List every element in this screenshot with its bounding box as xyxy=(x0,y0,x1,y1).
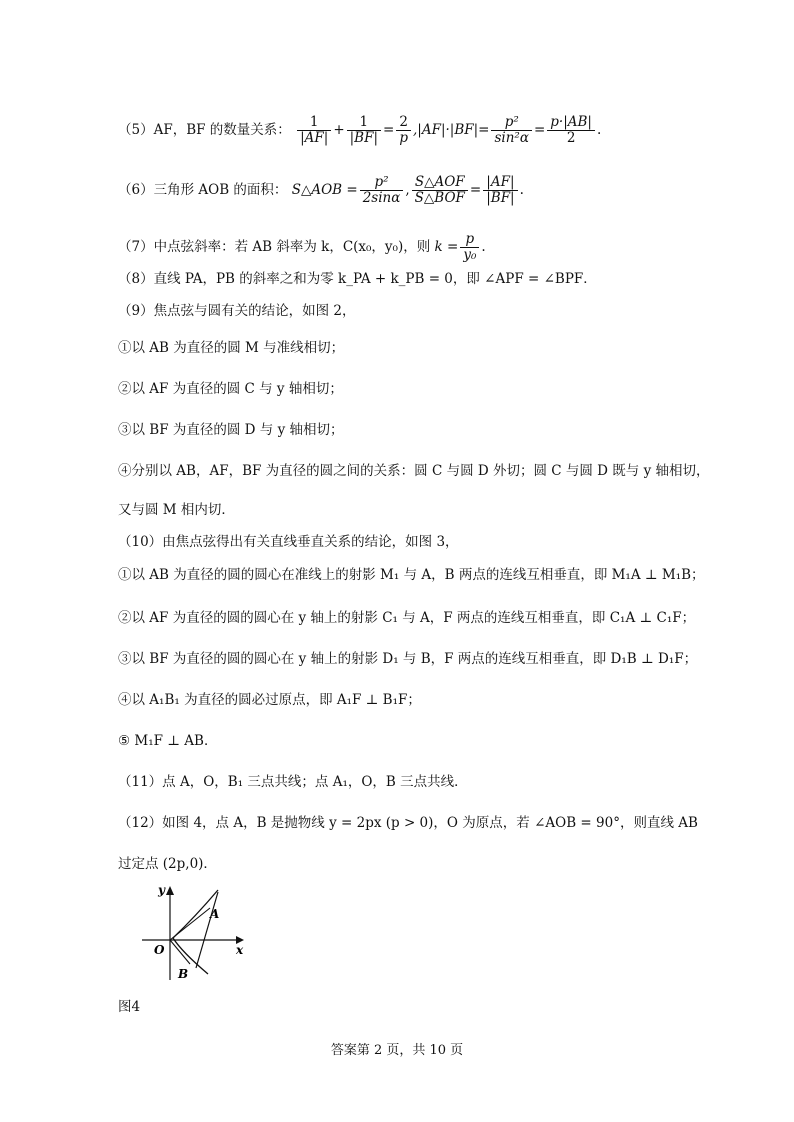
fraction-1-over-bf: $\frac{1}{|BF|}$ xyxy=(347,115,381,146)
page-footer: 答案第 2 页，共 10 页 xyxy=(330,1043,464,1058)
fraction-p-ab-over-2: $\frac{p\cdot|AB|}{2}$ xyxy=(547,115,595,146)
fraction-p2-over-sin2: $\frac{\text{p²}}{\text{sin²α}}$ xyxy=(491,115,531,146)
item-9-c2: ②以 AF 为直径的圆 C 与 y 轴相切； xyxy=(118,381,343,397)
fraction-area-ratio: $\frac{\text{S△AOF}}{\text{S△BOF}}$ xyxy=(412,175,468,206)
axis-y-label: y xyxy=(158,883,165,897)
item-9-c3: ③以 BF 为直径的圆 D 与 y 轴相切； xyxy=(118,422,344,438)
segment-oa xyxy=(170,908,210,940)
item-10-title: （10）由焦点弦得出有关直线垂直关系的结论，如图 3， xyxy=(118,534,459,550)
fraction-2-over-p: $\frac{2}{p}$ xyxy=(396,115,411,146)
fraction-1-over-af: $\frac{1}{|AF|}$ xyxy=(297,115,331,146)
item-7: （7）中点弦斜率：若 AB 斜率为 k，C(x₀，y₀)，则 k = $\frac{p}{\text{y₀}}$ . xyxy=(118,231,486,263)
y-axis-arrow-icon xyxy=(166,886,174,895)
point-a-label: A xyxy=(210,907,220,921)
item-12a: （12）如图 4，点 A，B 是抛物线 y = 2px (p > 0)，O 为原点，若 ∠AOB = 90°，则直线 AB xyxy=(118,815,698,831)
item-10-c1: ①以 AB 为直径的圆的圆心在准线上的射影 M₁ 与 A，B 两点的连线互相垂直，即 M₁A ⊥ M₁B； xyxy=(118,567,705,583)
figure-caption: 图4 xyxy=(118,999,141,1015)
item-8: （8）直线 PA，PB 的斜率之和为零 k_PA + k_PB = 0，即 ∠APF = ∠BPF． xyxy=(118,271,597,287)
segment-ob xyxy=(170,940,190,964)
point-b-label: B xyxy=(178,967,189,981)
origin-label: O xyxy=(154,943,165,957)
item-9-c4b: 又与圆 M 相内切． xyxy=(118,502,235,518)
fraction-p-over-y0: $\frac{p}{\text{y₀}}$ xyxy=(460,232,479,263)
item-6-label: （6）三角形 AOB 的面积： xyxy=(118,182,288,198)
figure-4 xyxy=(140,882,250,986)
item-9-c4a: ④分别以 AB，AF，BF 为直径的圆之间的关系：圆 C 与圆 D 外切；圆 C 与圆 D 既与 y 轴相切， xyxy=(118,463,710,479)
fraction-area: $\frac{\text{p²}}{2\sin\alpha}$ xyxy=(360,175,404,206)
item-10-c2: ②以 AF 为直径的圆的圆心在 y 轴上的射影 C₁ 与 A，F 两点的连线互相垂直，即 C₁A ⊥ C₁F； xyxy=(118,610,696,626)
item-12b: 过定点 (2p,0)． xyxy=(118,856,217,872)
item-10-c4: ④以 A₁B₁ 为直径的圆必过原点，即 A₁F ⊥ B₁F； xyxy=(118,692,421,708)
item-5-label: （5）AF，BF 的数量关系： xyxy=(118,122,291,138)
item-10-c3: ③以 BF 为直径的圆的圆心在 y 轴上的射影 D₁ 与 B，F 两点的连线互相垂直，即 D₁B ⊥ D₁F； xyxy=(118,651,698,667)
fraction-af-over-bf: $\frac{|AF|}{|BF|}$ xyxy=(483,175,517,206)
item-9-c1: ①以 AB 为直径的圆 M 与准线相切； xyxy=(118,340,345,356)
axis-x-label: x xyxy=(236,943,244,957)
item-9-title: （9）焦点弦与圆有关的结论，如图 2， xyxy=(118,303,356,319)
item-10-c5: ⑤ M₁F ⊥ AB． xyxy=(118,733,218,749)
parabola-diagram xyxy=(140,882,250,982)
item-11: （11）点 A，O，B₁ 三点共线；点 A₁，O，B 三点共线． xyxy=(118,774,468,790)
item-5: （5）AF，BF 的数量关系： $\frac{1}{|AF|}$ + $\frac{1}{|BF|}$ = $\frac{2}{p}$ ,|AF|·|BF|= $\frac{\text{p²}}{\text{sin²α}}$ = $\frac{p\cdot|AB|}{2}$ . xyxy=(118,114,602,146)
item-6: （6）三角形 AOB 的面积： S△AOB = $\frac{\text{p²}}{2\sin\alpha}$ , $\frac{\text{S△AOF}}{\text{S△BOF}}$ = $\frac{|AF|}{|BF|}$ . xyxy=(118,174,524,206)
